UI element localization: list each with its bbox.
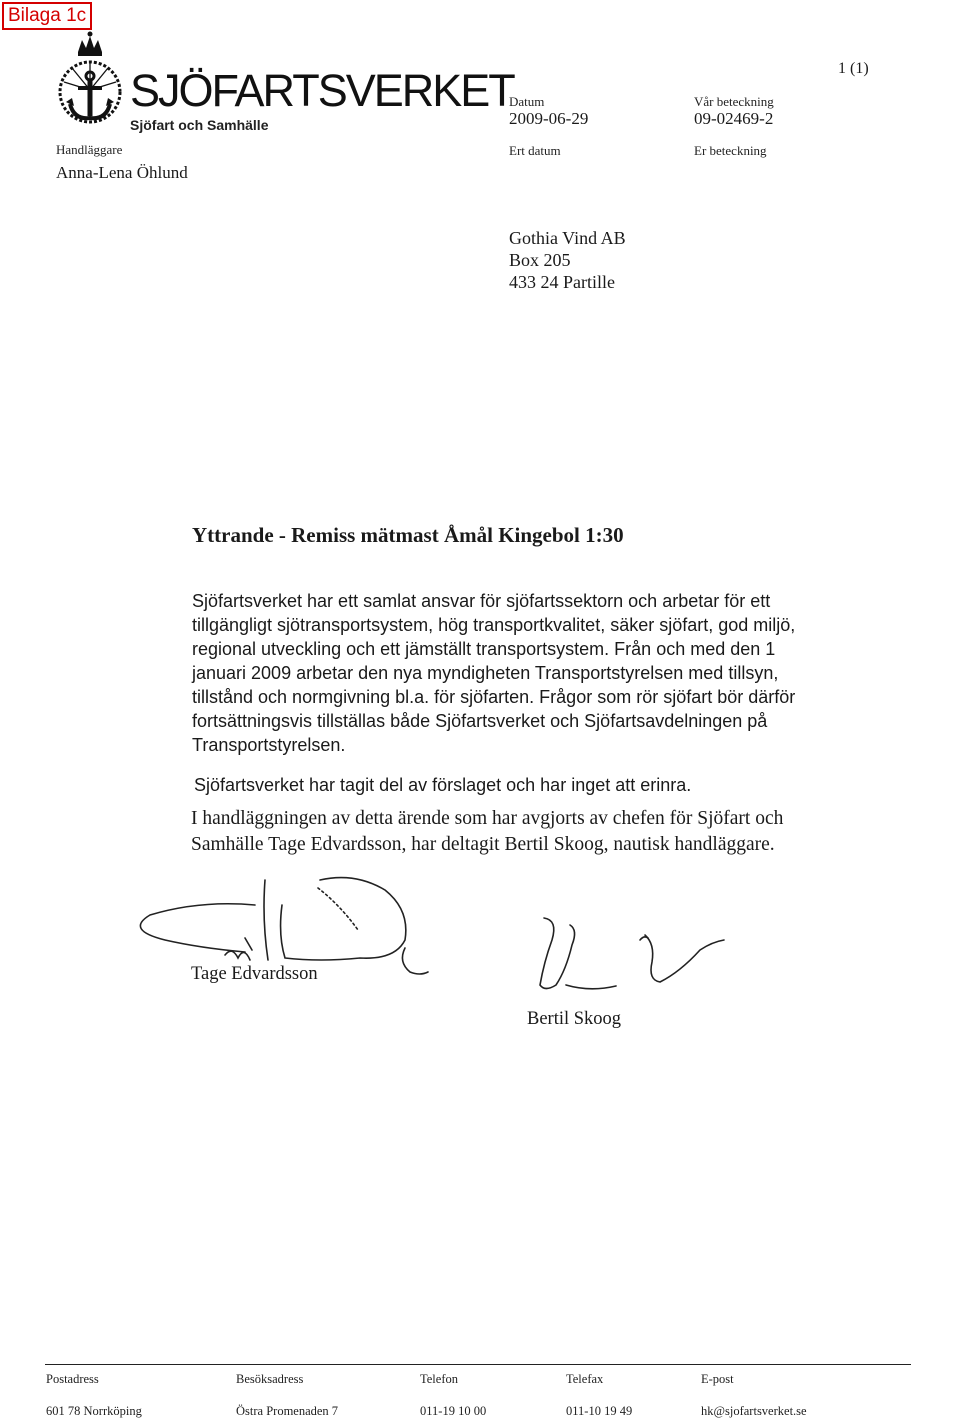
signer-2-name: Bertil Skoog [527, 1009, 622, 1029]
bilaga-label: Bilaga 1c [2, 2, 92, 30]
var-beteckning-label: Vår beteckning [694, 94, 774, 109]
datum-value: 2009-06-29 [509, 109, 589, 128]
letter-subject: Yttrande - Remiss mätmast Åmål Kingebol 1:30 [192, 523, 624, 547]
footer-besoksadress-value: Östra Promenaden 7 [236, 1404, 339, 1418]
footer-telefax-value: 011-10 19 49 [566, 1404, 633, 1418]
paragraph-1: Sjöfartsverket har ett samlat ansvar för sjöfartssektorn och arbetar för ett tillgängligt sjötransportsystem, hög transportkvalitet, säker sjöfart, god miljö, regional utveckling och ett jämställt transportsystem. Från och med den 1 januari 2009 arbetar den nya myndigheten Transportstyrelsen med tillsyn, tillstånd och normgivning bl.a. för sjöfarten. Frågor som rör sjöfart bör därför fortsättningsvis tillställas både Sjöfartsverket och Sjöfartsavdelningen på Transportstyrelsen. [192, 591, 796, 755]
footer-divider [45, 1364, 911, 1365]
datum-label: Datum [509, 94, 545, 109]
signer-1-name: Tage Edvardsson [191, 964, 318, 984]
handlaggare-label: Handläggare [56, 142, 123, 157]
footer-telefon-value: 011-19 10 00 [420, 1404, 487, 1418]
paragraph-3: I handläggningen av detta ärende som har avgjorts av chefen för Sjöfart och Samhälle Tage Edvardsson, har deltagit Bertil Skoog, nautisk handläggare. [191, 808, 784, 855]
footer-telefon-label: Telefon [420, 1372, 458, 1386]
footer-epost-label: E-post [701, 1372, 734, 1386]
paragraph-2: Sjöfartsverket har tagit del av förslaget och har inget att erinra. [194, 775, 692, 795]
recipient-line: 433 24 Partille [509, 272, 615, 292]
footer-besoksadress-label: Besöksadress [236, 1372, 304, 1386]
var-beteckning-value: 09-02469-2 [694, 109, 774, 128]
handlaggare-value: Anna-Lena Öhlund [56, 163, 188, 182]
recipient-line: Gothia Vind AB [509, 228, 626, 248]
footer-telefax-label: Telefax [566, 1372, 604, 1386]
page-number: 1 (1) [838, 60, 869, 77]
footer-postadress-value: 601 78 Norrköping [46, 1404, 142, 1418]
footer-epost-link[interactable]: hk@sjofartsverket.se [701, 1404, 807, 1418]
er-beteckning-label: Er beteckning [694, 143, 767, 158]
recipient-line: Box 205 [509, 250, 571, 270]
footer-postadress-label: Postadress [46, 1372, 99, 1386]
agency-subtitle: Sjöfart och Samhälle [130, 117, 269, 133]
ert-datum-label: Ert datum [509, 143, 561, 158]
agency-name: SJÖFARTSVERKET [130, 65, 514, 116]
